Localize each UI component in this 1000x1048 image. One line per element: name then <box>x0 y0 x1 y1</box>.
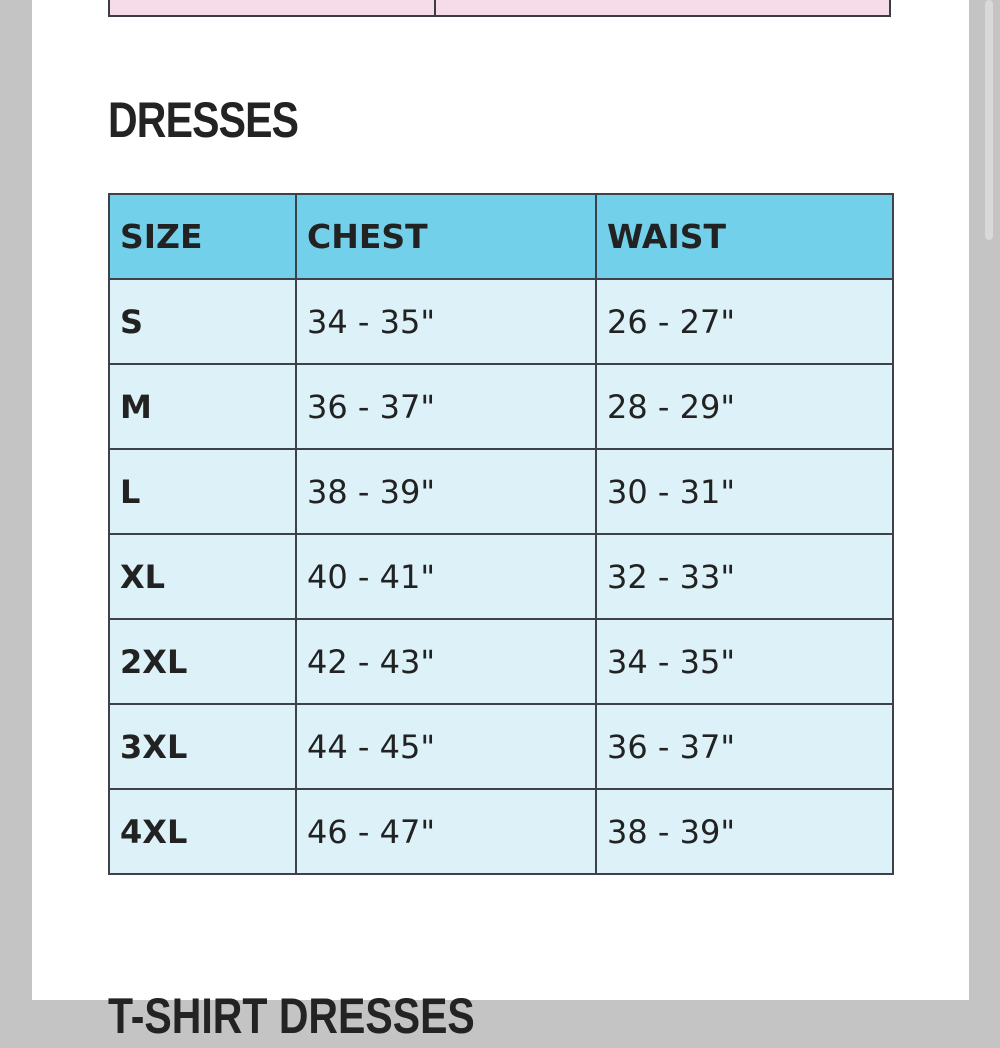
chest-cell: 38 - 39" <box>296 449 596 534</box>
waist-cell: 26 - 27" <box>596 279 893 364</box>
size-cell: 2XL <box>109 619 296 704</box>
table-row <box>109 279 893 364</box>
chest-cell: 44 - 45" <box>296 704 596 789</box>
chest-cell: 34 - 35" <box>296 279 596 364</box>
table-row <box>109 449 893 534</box>
scrollbar[interactable] <box>985 0 993 240</box>
previous-size-table-bottom <box>108 0 891 17</box>
size-cell: XL <box>109 534 296 619</box>
dresses-size-table <box>108 193 894 875</box>
header-size: SIZE <box>109 194 296 279</box>
waist-cell: 32 - 33" <box>596 534 893 619</box>
table-row <box>109 534 893 619</box>
table-header-row <box>109 194 893 279</box>
size-cell: M <box>109 364 296 449</box>
table-row <box>109 619 893 704</box>
waist-cell: 34 - 35" <box>596 619 893 704</box>
chest-cell: 36 - 37" <box>296 364 596 449</box>
section-title-dresses: DRESSES <box>108 92 299 148</box>
size-cell: S <box>109 279 296 364</box>
table-row <box>109 364 893 449</box>
table-column-divider <box>434 0 436 15</box>
waist-cell: 38 - 39" <box>596 789 893 874</box>
size-cell: 3XL <box>109 704 296 789</box>
waist-cell: 28 - 29" <box>596 364 893 449</box>
header-chest: CHEST <box>296 194 596 279</box>
table-row <box>109 789 893 874</box>
table-row <box>109 704 893 789</box>
section-title-t-shirt-dresses: T-SHIRT DRESSES <box>108 988 475 1044</box>
size-cell: 4XL <box>109 789 296 874</box>
waist-cell: 30 - 31" <box>596 449 893 534</box>
header-waist: WAIST <box>596 194 893 279</box>
size-cell: L <box>109 449 296 534</box>
waist-cell: 36 - 37" <box>596 704 893 789</box>
chest-cell: 46 - 47" <box>296 789 596 874</box>
chest-cell: 42 - 43" <box>296 619 596 704</box>
chest-cell: 40 - 41" <box>296 534 596 619</box>
